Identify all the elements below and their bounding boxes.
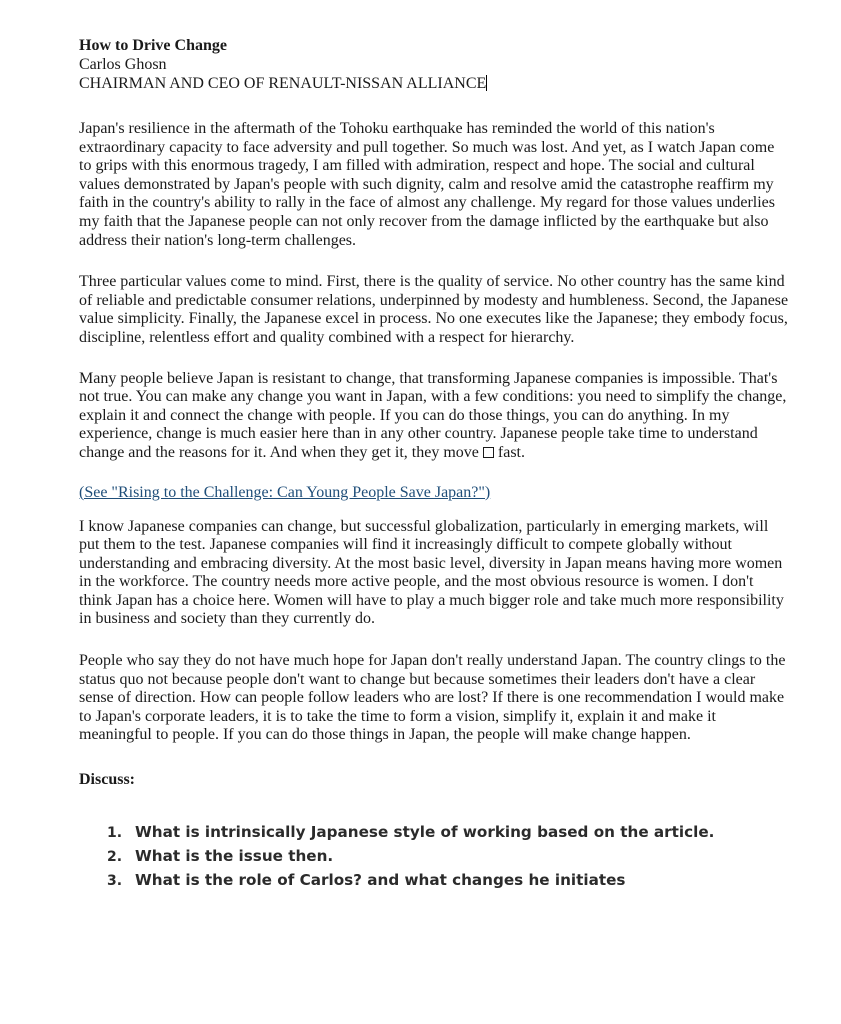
checkbox-glyph-icon [483, 447, 494, 458]
author-role-line [79, 74, 789, 93]
paragraph-2: Three particular values come to mind. First, there is the quality of service. No other country has the same kind of reliable and predictable consumer relations, underpinned by modesty and humbleness. Second, the Japanese value simplicity. Finally, the Japanese excel in process. No one executes like the Japanese; they embody focus, discipline, relentless effort and quality combined with a respect for hierarchy. [79, 273, 789, 346]
paragraph-5: People who say they do not have much hope for Japan don't really understand Japan. The country clings to the status quo not because people don't want to change but because sometimes their leaders don't have a clear sense of direction. How can people follow leaders who are lost? If there is one recommendation I would make to Japan's corporate leaders, it is to take the time to form a vision, simplify it, explain it and make it meaningful to people. If you can do those things in Japan, the people will make change happen. [79, 652, 786, 744]
related-article-link[interactable]: (See "Rising to the Challenge: Can Young People Save Japan?") [79, 483, 491, 501]
author-role: CHAIRMAN AND CEO OF RENAULT-NISSAN ALLIANCE [79, 75, 487, 92]
discuss-heading: Discuss: [79, 771, 136, 789]
question-number: 3. [107, 873, 123, 890]
question-item [107, 845, 789, 869]
text-cursor [486, 75, 487, 91]
author-name: Carlos Ghosn [79, 56, 167, 73]
question-item [107, 869, 789, 893]
article-title: How to Drive Change [79, 37, 227, 54]
question-number: 2. [107, 849, 123, 866]
paragraph-3 [79, 370, 789, 463]
document-page[interactable] [79, 36, 789, 893]
question-item [107, 821, 789, 845]
discussion-questions [79, 821, 789, 893]
paragraph-3-text: Many people believe Japan is resistant to change, that transforming Japanese companies is impossible. That's not true. You can make any change you want in Japan, with a few conditions: you need to simplify the change, explain it and connect the change with people. If you can do those things, you can do anything. In my experience, change is much easier here than in any other country. Japanese people take time to understand change and the reasons for it. And when they get it, they move [79, 369, 787, 461]
question-text: What is the issue then. [135, 847, 334, 866]
question-text: What is intrinsically Japanese style of working based on the article. [135, 823, 715, 842]
related-link-line [79, 483, 789, 502]
paragraph-1: Japan's resilience in the aftermath of the Tohoku earthquake has reminded the world of this nation's extraordinary capacity to face adversity and pull together. So much was lost. And yet, as I watch Japan come to grips with this enormous tragedy, I am filled with admiration, respect and hope. The social and cultural values demonstrated by Japan's people with such dignity, calm and resolve amid the catastrophe reaffirm my faith in the country's ability to rally in the face of almost any challenge. My regard for those values underlies my faith that the Japanese people can not only recover from the damage inflicted by the earthquake but also address their nation's long-term challenges. [79, 120, 775, 249]
paragraph-3-end: fast. [493, 443, 525, 461]
question-text: What is the role of Carlos? and what changes he initiates [135, 871, 626, 890]
paragraph-4: I know Japanese companies can change, but successful globalization, particularly in emerging markets, will put them to the test. Japanese companies will find it increasingly difficult to compete globally without understanding and embracing diversity. At the most basic level, diversity in Japan means having more women in the workforce. The country needs more active people, and the most obvious resource is women. I don't think Japan has a choice here. Women will have to play a much bigger role and take much more responsibility in business and society than they currently do. [79, 517, 784, 628]
question-number: 1. [107, 825, 123, 842]
